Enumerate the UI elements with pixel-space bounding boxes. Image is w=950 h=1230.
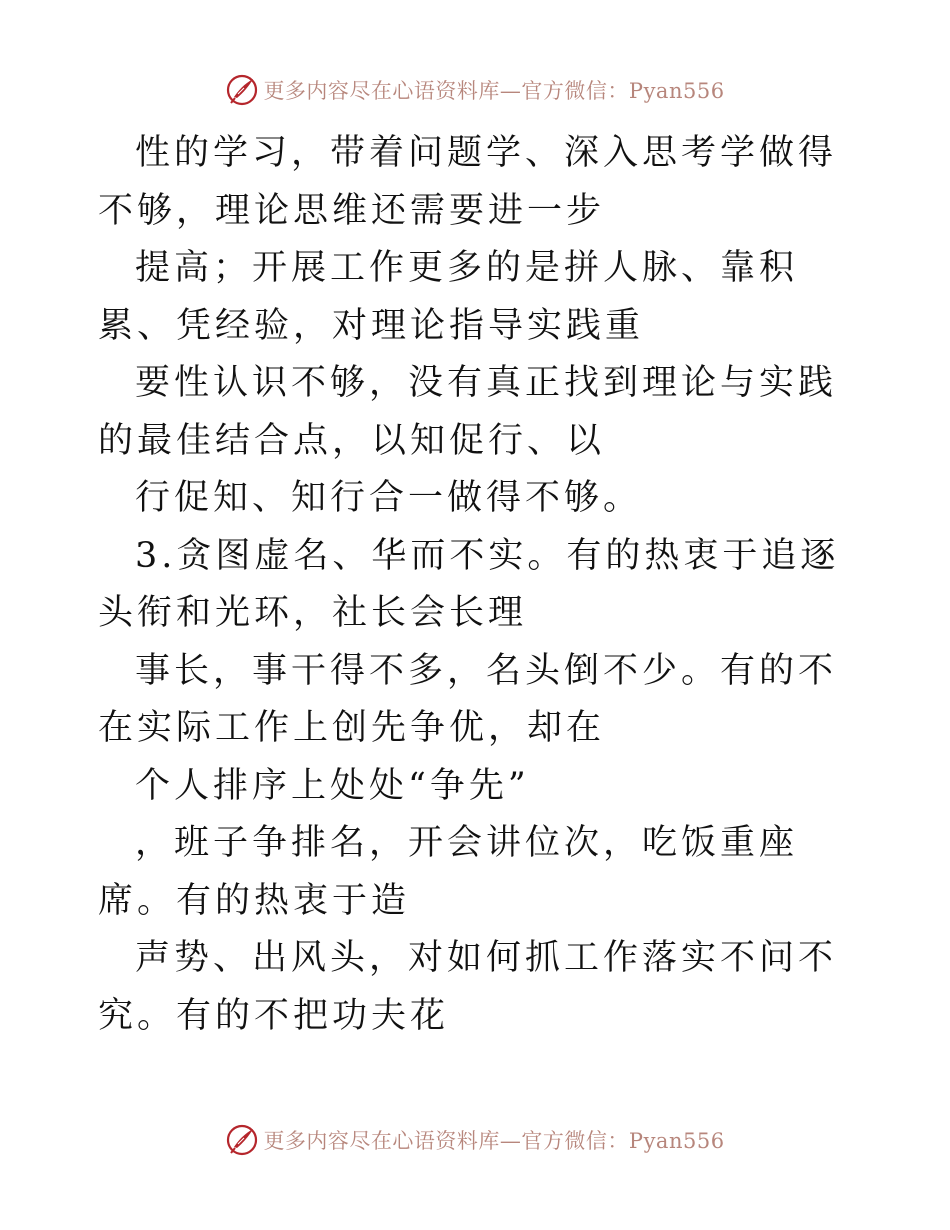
document-body <box>98 125 858 1045</box>
paragraph: 3.贪图虚名、华而不实。有的热衷于追逐头衔和光环，社长会长理 <box>98 535 840 633</box>
quill-pen-logo-icon <box>225 1123 259 1157</box>
header-banner <box>0 70 950 110</box>
paragraph: 声势、出风头，对如何抓工作落实不问不究。有的不把功夫花 <box>98 938 838 1036</box>
quill-pen-logo-icon <box>225 73 259 107</box>
paragraph: ，班子争排名，开会讲位次，吃饭重座席。有的热衷于造 <box>98 823 799 921</box>
paragraph: 事长，事干得不多，名头倒不少。有的不在实际工作上创先争优，却在 <box>98 650 838 748</box>
footer-banner <box>0 1120 950 1160</box>
paragraph: 提高；开展工作更多的是拼人脉、靠积累、凭经验，对理论指导实践重 <box>98 248 799 346</box>
footer-banner-text: 更多内容尽在心语资料库—官方微信：Pyan556 <box>263 1129 725 1153</box>
header-banner-text: 更多内容尽在心语资料库—官方微信：Pyan556 <box>263 79 725 103</box>
paragraph: 个人排序上处处“争先” <box>135 765 530 806</box>
paragraph: 行促知、知行合一做得不够。 <box>135 478 643 518</box>
paragraph: 要性认识不够，没有真正找到理论与实践的最佳结合点，以知促行、以 <box>98 363 838 461</box>
paragraph: 性的学习，带着问题学、深入思考学做得不够，理论思维还需要进一步 <box>98 133 838 231</box>
